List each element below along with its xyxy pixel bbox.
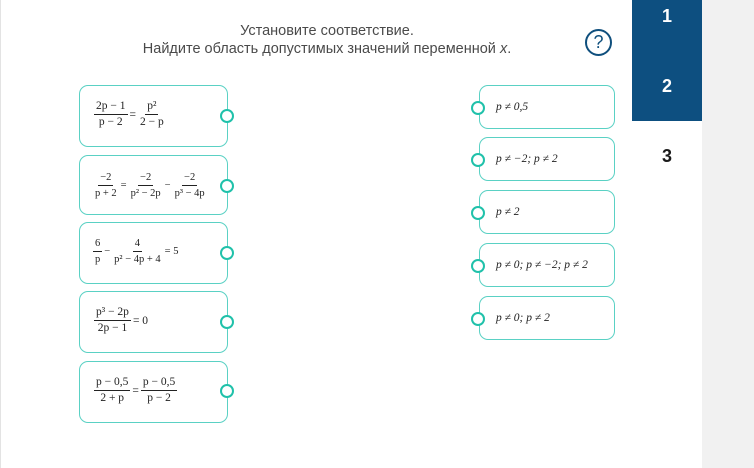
- equation-1: [93, 100, 167, 129]
- instruction-variable: x: [499, 41, 508, 57]
- fraction: [94, 376, 130, 405]
- operator: −: [164, 180, 171, 191]
- connector-dot-right-2[interactable]: [471, 153, 485, 167]
- scrollbar-track[interactable]: [702, 0, 754, 468]
- connector-dot-right-5[interactable]: [471, 312, 485, 326]
- equation-card-3[interactable]: [79, 222, 228, 284]
- connector-dot-right-1[interactable]: [471, 101, 485, 115]
- denominator: p: [95, 254, 101, 265]
- fraction: [94, 100, 128, 129]
- instruction-line-1: Установите соответствие.: [240, 23, 414, 39]
- numerator: p − 0,5: [141, 376, 177, 391]
- fraction: [112, 237, 163, 266]
- equation-card-4[interactable]: [79, 291, 228, 353]
- equation-5: [93, 376, 178, 405]
- numerator: −2: [98, 171, 113, 186]
- numerator: p²: [145, 100, 158, 115]
- answer-card-5[interactable]: [479, 296, 615, 340]
- help-icon[interactable]: ?: [585, 29, 612, 56]
- nav-question-2[interactable]: 2: [632, 52, 702, 121]
- operator: −: [104, 246, 111, 257]
- numerator: −2: [138, 171, 153, 186]
- connector-dot-left-5[interactable]: [220, 384, 234, 398]
- equation-3: [92, 237, 179, 266]
- answer-card-1[interactable]: [479, 85, 615, 129]
- denominator: 2 − p: [140, 116, 164, 128]
- numerator: p − 0,5: [94, 376, 130, 391]
- nav-question-1[interactable]: 1: [632, 0, 702, 52]
- answer-3: p ≠ 2: [496, 206, 520, 218]
- instruction-text: Найдите область допустимых значений переменной: [142, 41, 500, 57]
- fraction: [141, 376, 177, 405]
- equation-card-5[interactable]: [79, 361, 228, 423]
- connector-dot-left-3[interactable]: [220, 246, 234, 260]
- equation-card-2[interactable]: [79, 155, 228, 215]
- equation-card-1[interactable]: [79, 85, 228, 147]
- denominator: p² − 2p: [130, 188, 161, 199]
- denominator: p + 2: [95, 188, 117, 199]
- fraction: [93, 237, 102, 266]
- connector-dot-right-4[interactable]: [471, 259, 485, 273]
- denominator: p − 2: [147, 392, 171, 404]
- fraction: [129, 171, 163, 200]
- connector-dot-left-2[interactable]: [220, 179, 234, 193]
- denominator: p − 2: [98, 116, 123, 128]
- fraction: [173, 171, 207, 200]
- equation-rhs: = 5: [164, 246, 179, 257]
- denominator: 2p − 1: [97, 322, 128, 334]
- task-instructions: [1, 22, 653, 58]
- answer-card-4[interactable]: [479, 243, 615, 287]
- question-navigation: [632, 0, 702, 468]
- answer-card-2[interactable]: [479, 137, 615, 181]
- connector-dot-left-4[interactable]: [220, 315, 234, 329]
- numerator: −2: [182, 171, 197, 186]
- denominator: 2 + p: [100, 392, 125, 404]
- numerator: 4: [133, 237, 142, 252]
- nav-question-3[interactable]: 3: [661, 146, 672, 166]
- answer-5: p ≠ 0; p ≠ 2: [496, 312, 550, 324]
- fraction: [138, 100, 166, 129]
- connector-dot-right-3[interactable]: [471, 206, 485, 220]
- denominator: p² − 4p + 4: [114, 254, 161, 265]
- instruction-suffix: .: [507, 41, 512, 57]
- connector-dot-left-1[interactable]: [220, 109, 234, 123]
- equation-2: [92, 171, 208, 200]
- instruction-line-2: [1, 40, 653, 58]
- operator: =: [120, 180, 127, 191]
- numerator: 6: [93, 237, 102, 252]
- equation-4: [93, 306, 149, 335]
- answer-card-3[interactable]: [479, 190, 615, 234]
- answer-4: p ≠ 0; p ≠ −2; p ≠ 2: [496, 259, 588, 271]
- denominator: p³ − 4p: [174, 188, 205, 199]
- operator: =: [129, 108, 136, 121]
- equation-rhs: = 0: [132, 314, 149, 327]
- numerator: p³ − 2p: [94, 306, 131, 321]
- answer-1: p ≠ 0,5: [496, 101, 529, 113]
- fraction: [93, 171, 119, 200]
- operator: =: [132, 384, 139, 397]
- answer-2: p ≠ −2; p ≠ 2: [496, 153, 558, 165]
- fraction: [94, 306, 131, 335]
- numerator: 2p − 1: [94, 100, 128, 115]
